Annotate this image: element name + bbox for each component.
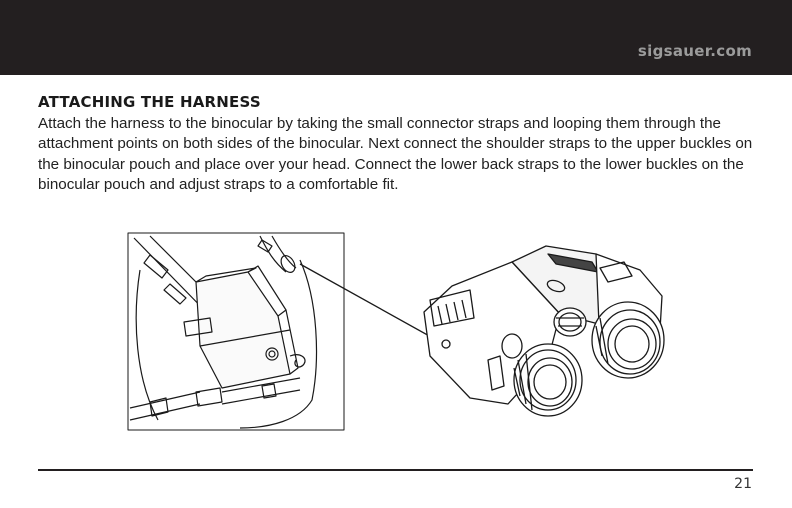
footer-rule: [38, 469, 753, 471]
harness-pouch-inset: [128, 233, 344, 430]
instruction-text: Attach the harness to the binocular by taking the small connector straps and looping them through the attachment points on both sides of the binocular. Next connect the shoulder straps to the upper buckles on the binocular pouch and place over your head. Connect the lower back straps to the lower buckles on the binocular pouch and adjust straps to a comfortable fit.: [38, 115, 753, 194]
header-bar: [0, 0, 792, 75]
binocular-drawing: [424, 246, 664, 416]
section-heading: ATTACHING THE HARNESS: [38, 93, 261, 111]
harness-attachment-illustration: [0, 225, 792, 440]
page-number: 21: [734, 476, 752, 492]
site-url: sigsauer.com: [637, 42, 752, 60]
